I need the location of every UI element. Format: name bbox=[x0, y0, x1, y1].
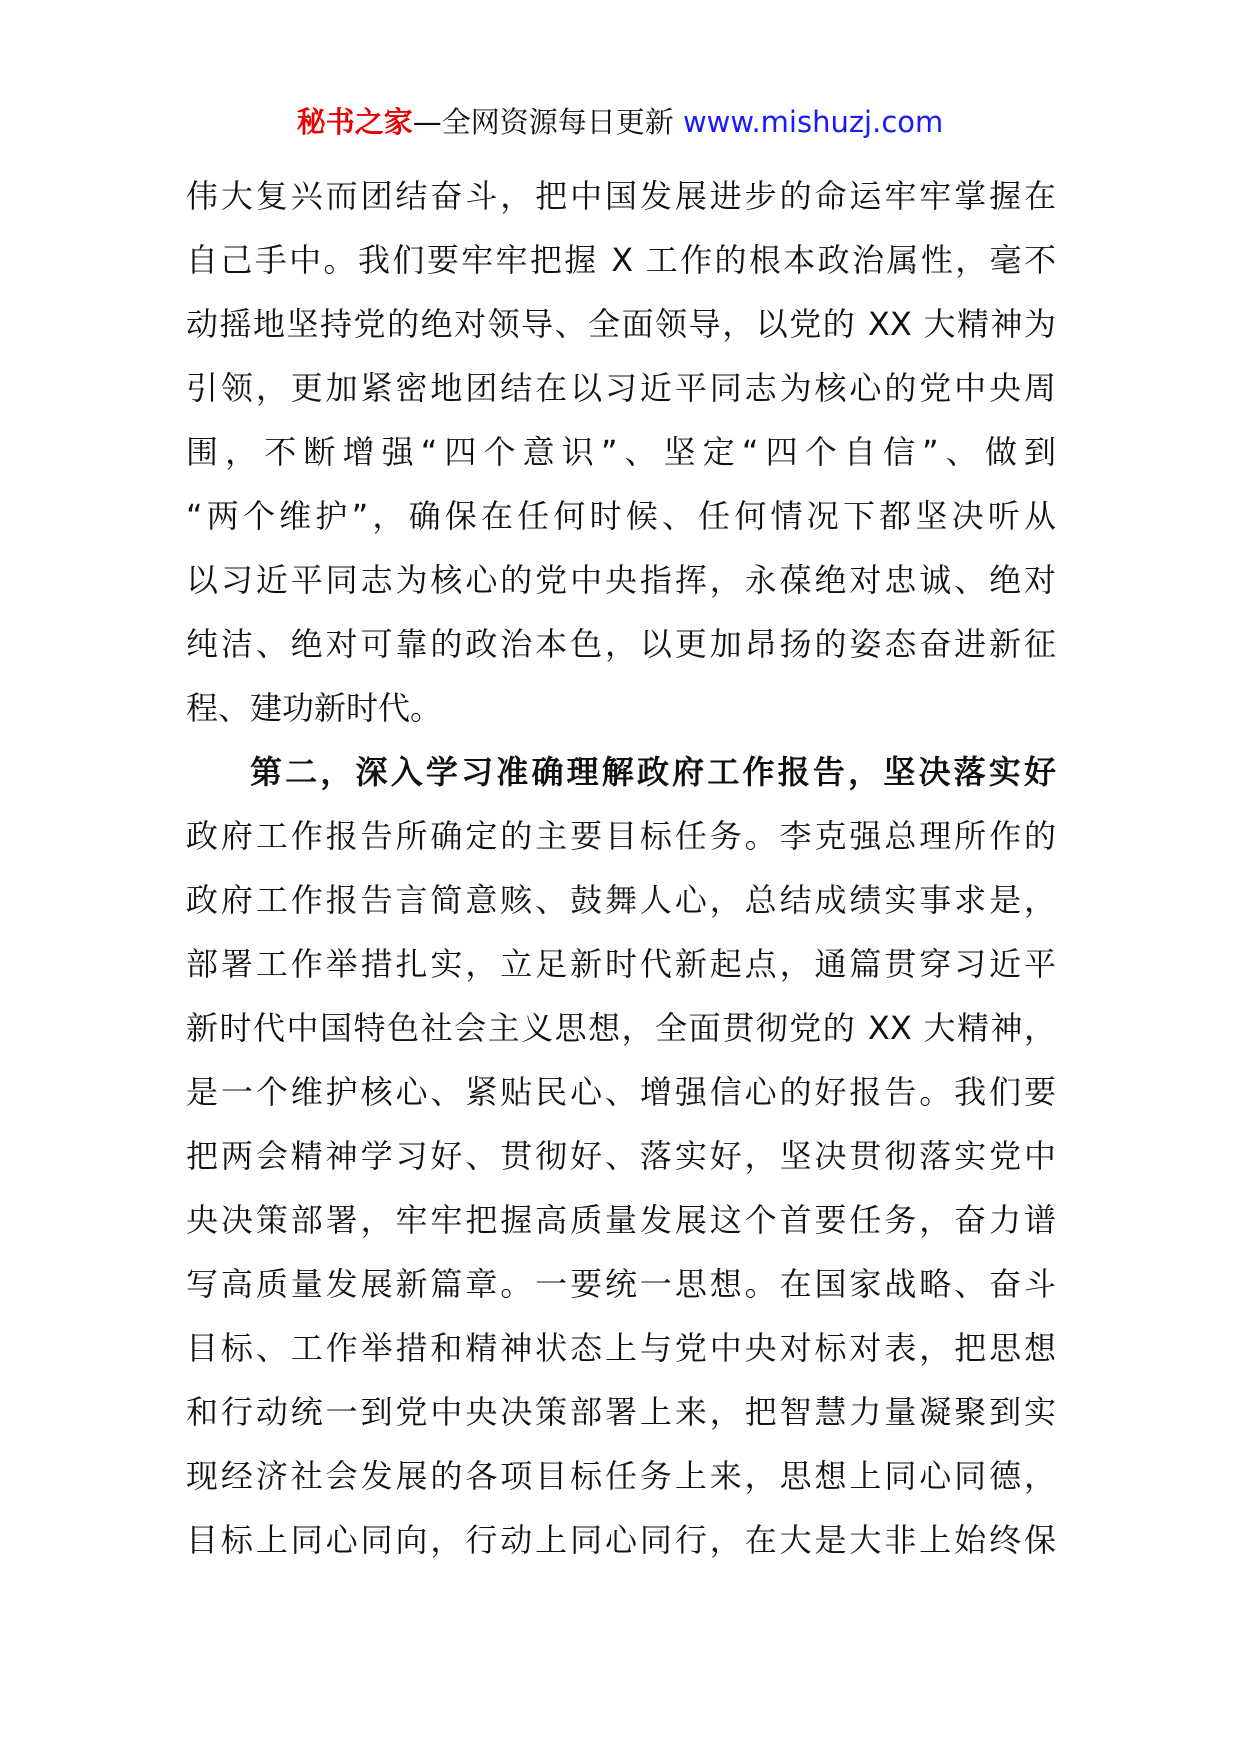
paragraph-line: 央决策部署，牢牢把握高质量发展这个首要任务，奋力谱 bbox=[186, 1201, 1056, 1239]
header-url-link[interactable]: www.mishuzj.com bbox=[682, 105, 944, 139]
paragraph-line: 部署工作举措扎实，立足新时代新起点，通篇贯穿习近平 bbox=[186, 945, 1056, 983]
paragraph-line: 目标上同心同向，行动上同心同行，在大是大非上始终保 bbox=[186, 1521, 1056, 1559]
paragraph-line: 把两会精神学习好、贯彻好、落实好，坚决贯彻落实党中 bbox=[186, 1137, 1056, 1175]
paragraph-2 bbox=[186, 740, 1056, 1572]
paragraph-line: 目标、工作举措和精神状态上与党中央对标对表，把思想 bbox=[186, 1329, 1056, 1367]
paragraph-line: 新时代中国特色社会主义思想，全面贯彻党的 XX 大精神， bbox=[186, 1009, 1056, 1047]
paragraph-line: 是一个维护核心、紧贴民心、增强信心的好报告。我们要 bbox=[186, 1073, 1056, 1111]
paragraph-line: 程、建功新时代。 bbox=[186, 689, 443, 727]
paragraph-line: 政府工作报告所确定的主要目标任务。李克强总理所作的 bbox=[186, 817, 1056, 855]
paragraph-line: 以习近平同志为核心的党中央指挥，永葆绝对忠诚、绝对 bbox=[186, 561, 1056, 599]
paragraph-line: 政府工作报告言简意赅、鼓舞人心，总结成绩实事求是， bbox=[186, 881, 1056, 919]
paragraph-line: 引领，更加紧密地团结在以习近平同志为核心的党中央周 bbox=[186, 369, 1056, 407]
paragraph-line: 围，不断增强“四个意识”、坚定“四个自信”、做到 bbox=[186, 433, 1056, 471]
brand-name: 秘书之家 bbox=[296, 105, 413, 139]
paragraph-line: 现经济社会发展的各项目标任务上来，思想上同心同德， bbox=[186, 1457, 1056, 1495]
paragraph-line: “两个维护”，确保在任何时候、任何情况下都坚决听从 bbox=[186, 497, 1056, 535]
document-body bbox=[186, 164, 1056, 1572]
paragraph-line: 伟大复兴而团结奋斗，把中国发展进步的命运牢牢掌握在 bbox=[186, 177, 1056, 215]
paragraph-line: 和行动统一到党中央决策部署上来，把智慧力量凝聚到实 bbox=[186, 1393, 1056, 1431]
paragraph-line: 自己手中。我们要牢牢把握 X 工作的根本政治属性，毫不 bbox=[186, 241, 1056, 279]
paragraph-line: 纯洁、绝对可靠的政治本色，以更加昂扬的姿态奋进新征 bbox=[186, 625, 1056, 663]
paragraph-line: 写高质量发展新篇章。一要统一思想。在国家战略、奋斗 bbox=[186, 1265, 1056, 1303]
page-header bbox=[0, 100, 1240, 144]
paragraph-line: 动摇地坚持党的绝对领导、全面领导，以党的 XX 大精神为 bbox=[186, 305, 1056, 343]
header-slogan: —全网资源每日更新 bbox=[412, 105, 683, 139]
paragraph-1 bbox=[186, 164, 1056, 740]
paragraph-lead-line: 第二，深入学习准确理解政府工作报告，坚决落实好 bbox=[250, 753, 1056, 791]
